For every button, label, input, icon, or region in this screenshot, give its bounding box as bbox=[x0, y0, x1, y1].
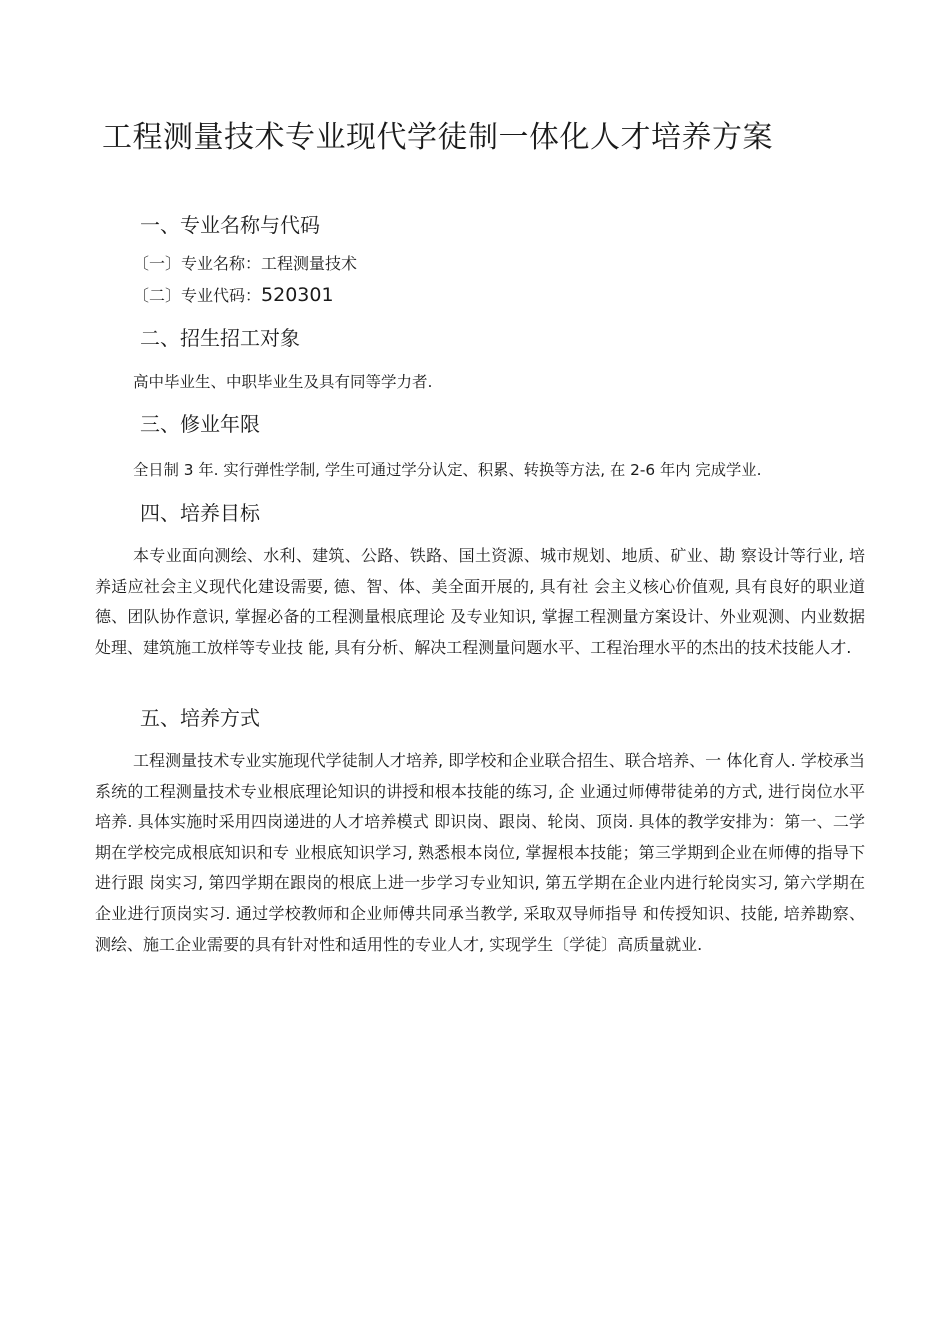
major-name-value: 工程测量技术 bbox=[261, 254, 358, 273]
enrollment-target-text: 高中毕业生、中职毕业生及具有同等学力者. bbox=[133, 373, 433, 391]
document-title: 工程测量技术专业现代学徒制一体化人才培养方案 bbox=[102, 120, 773, 155]
section-heading-1: 一、专业名称与代码 bbox=[140, 213, 320, 237]
major-name-label: 〔一〕专业名称： bbox=[133, 254, 262, 273]
major-code-value: 520301 bbox=[261, 284, 334, 306]
major-code-label: 〔二〕专业代码： bbox=[133, 286, 262, 305]
study-duration-text: 全日制 3 年. 实行弹性学制, 学生可通过学分认定、积累、转换等方法, 在 2-6 年内 完成学业. bbox=[133, 461, 762, 479]
major-name-line bbox=[133, 252, 357, 276]
training-mode-text: 工程测量技术专业实施现代学徒制人才培养, 即学校和企业联合招生、联合培养、一 体化育人. 学校承当系统的工程测量技术专业根底理论知识的讲授和根本技能的练习, 企 业通过师傅带徒弟的方式, 进行岗位水平培养. 具体实施时采用四岗递进的人才培养模式 即识岗、跟岗、轮岗、顶岗. 具体的教学安排为：第一、二学期在学校完成根底知识和专 业根底知识学习, 熟悉根本岗位, 掌握根本技能；第三学期到企业在师傅的指导下进行跟 岗实习, 第四学期在跟岗的根底上进一步学习专业知识, 第五学期在企业内进行轮岗实习, 第六学期在企业进行顶岗实习. 通过学校教师和企业师傅共同承当教学, 采取双导师指导 和传授知识、技能, 培养勘察、测绘、施工企业需要的具有针对性和适用性的专业人才, 实现学生〔学徒〕高质量就业. bbox=[95, 751, 865, 954]
section-heading-5: 五、培养方式 bbox=[140, 706, 260, 730]
section-heading-2: 二、招生招工对象 bbox=[140, 326, 300, 350]
major-code-line bbox=[133, 283, 334, 308]
section-heading-4: 四、培养目标 bbox=[140, 501, 260, 525]
training-goal-text: 本专业面向测绘、水利、建筑、公路、铁路、国土资源、城市规划、地质、矿业、勘 察设计等行业, 培养适应社会主义现代化建设需要, 德、智、体、美全面开展的, 具有社 会主义核心价值观, 具有良好的职业道德、团队协作意识, 掌握必备的工程测量根底理论 及专业知识, 掌握工程测量方案设计、外业观测、内业数据处理、建筑施工放样等专业技 能, 具有分析、解决工程测量问题水平、工程治理水平的杰出的技术技能人才. bbox=[95, 546, 865, 657]
section-heading-3: 三、修业年限 bbox=[140, 412, 260, 436]
